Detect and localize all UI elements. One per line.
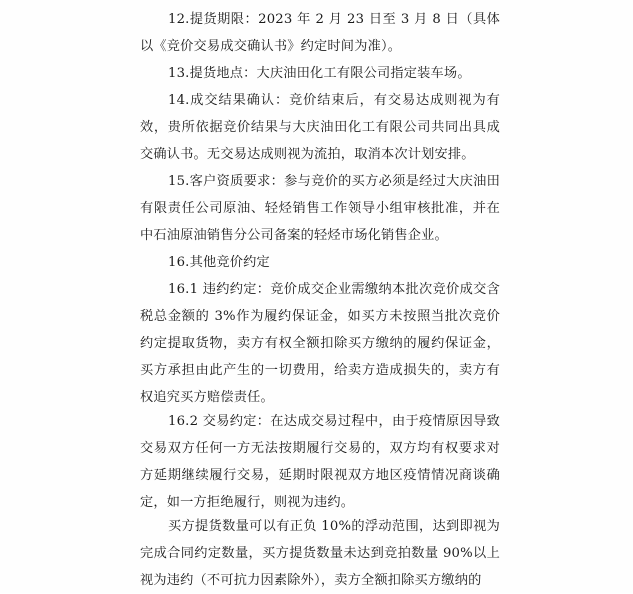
clause-16-1-default-terms: 16.1 违约约定：竞价成交企业需缴纳本批次竞价成交含税总金额的 3%作为履约保证金，如买方未按照当批次竞价约定提取货物，卖方有权全额扣除买方缴纳的履约保证金，买方承担由此产生的一切费用，给卖方造成损失的，卖方有权追究买方赔偿责任。 xyxy=(140,282,500,405)
clause-16-other-terms-heading: 16.其他竞价约定 xyxy=(168,255,270,270)
clause-16-2-transaction-terms: 16.2 交易约定：在达成交易过程中，由于疫情原因导致交易双方任何一方无法按期履行交易的，双方均有权要求对方延期继续履行交易，延期时限视双方地区疫情情况商谈确定，如一方拒绝履行，则视为违约。 xyxy=(140,414,500,510)
clause-quantity-tolerance: 买方提货数量可以有正负 10%的浮动范围，达到即视为完成合同约定数量，买方提货数量未达到竞拍数量 90%以上视为违约（不可抗力因素除外），卖方全额扣除买方缴纳的 xyxy=(140,519,500,588)
clause-12-delivery-period: 12.提货期限：2023 年 2 月 23 日至 3 月 8 日（具体以《竞价交易成交确认书》约定时间为准）。 xyxy=(140,12,500,54)
clause-13-delivery-location: 13.提货地点：大庆油田化工有限公司指定装车场。 xyxy=(168,66,471,81)
clause-14-result-confirmation: 14.成交结果确认：竞价结束后，有交易达成则视为有效，贵所依据竞价结果与大庆油田化工有限公司共同出具成交确认书。无交易达成则视为流拍，取消本次计划安排。 xyxy=(140,93,500,162)
clause-15-customer-qualification: 15.客户资质要求：参与竞价的买方必须是经过大庆油田有限责任公司原油、轻烃销售工作领导小组审核批准，并在中石油原油销售分公司备案的轻烃市场化销售企业。 xyxy=(140,174,500,243)
